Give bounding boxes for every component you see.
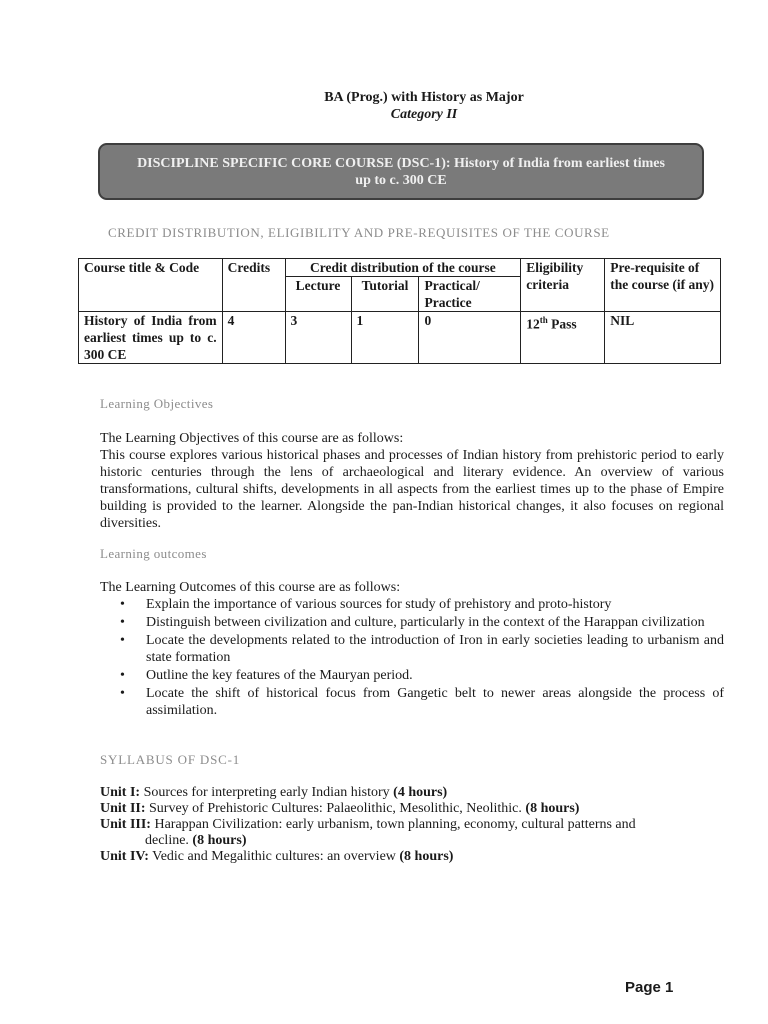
unit-1-text: Sources for interpreting early Indian history — [140, 785, 394, 800]
unit-4-label: Unit IV: — [100, 849, 149, 864]
learning-objectives-heading: Learning Objectives — [100, 396, 214, 411]
unit-1-hours: (4 hours) — [393, 785, 448, 800]
syllabus-units — [100, 785, 724, 865]
eligibility-number: 12 — [526, 316, 540, 332]
course-banner-text: DISCIPLINE SPECIFIC CORE COURSE (DSC-1): History of India from earliest times up to c. 300 CE — [137, 155, 665, 188]
bullet-icon: • — [120, 668, 125, 683]
credit-table — [78, 258, 721, 364]
unit-3-label: Unit III: — [100, 817, 151, 832]
unit-4 — [100, 849, 724, 865]
unit-2-label: Unit II: — [100, 801, 146, 816]
eligibility-pass: Pass — [547, 316, 577, 332]
unit-3 — [100, 817, 724, 849]
list-item — [100, 596, 724, 613]
unit-2 — [100, 801, 724, 817]
bullet-icon: • — [120, 597, 125, 612]
program-title: BA (Prog.) with History as Major — [324, 90, 524, 105]
list-item — [100, 685, 724, 719]
list-item — [100, 667, 724, 684]
bullet-icon: • — [120, 615, 125, 630]
header-eligibility: Eligibility criteria — [521, 259, 605, 312]
unit-4-hours: (8 hours) — [399, 849, 454, 864]
cell-credits: 4 — [222, 312, 285, 364]
header-tutorial: Tutorial — [351, 277, 419, 312]
unit-1-label: Unit I: — [100, 785, 141, 800]
category-title: Category II — [390, 107, 458, 122]
outcome-text: Explain the importance of various sources for study of prehistory and proto-history — [146, 597, 612, 612]
outcome-text: Outline the key features of the Mauryan period. — [146, 668, 413, 683]
cell-tutorial: 1 — [351, 312, 419, 364]
unit-4-text: Vedic and Megalithic cultures: an overview — [148, 849, 400, 864]
syllabus-heading: SYLLABUS OF DSC-1 — [100, 752, 241, 767]
unit-3-text: Harappan Civilization: early urbanism, town planning, economy, cultural patterns and — [150, 817, 636, 832]
outcome-text: Distinguish between civilization and culture, particularly in the context of the Harappan civilization — [146, 615, 705, 630]
cell-lecture: 3 — [285, 312, 351, 364]
unit-2-hours: (8 hours) — [525, 801, 580, 816]
bullet-icon: • — [120, 686, 125, 701]
eligibility-suffix: th — [539, 315, 548, 325]
unit-2-text: Survey of Prehistoric Cultures: Palaeolithic, Mesolithic, Neolithic. — [145, 801, 526, 816]
bullet-icon: • — [120, 633, 125, 648]
learning-objectives-intro: The Learning Objectives of this course are as follows: — [100, 431, 404, 446]
cell-prerequisite: NIL — [605, 312, 721, 364]
table-header-row — [79, 259, 721, 277]
header-credit-distribution: Credit distribution of the course — [285, 259, 521, 277]
learning-objectives-body: This course explores various historical phases and processes of Indian history from prehistoric period to early historic centuries through the lens of archaeological and literary evidence. An overview of various transformations, cultural shifts, developments in all aspects from the earliest times up to the phase of Empire building is provided to the learner. Alongside the pan-Indian historical changes, it also focuses on regional diversities. — [100, 448, 724, 531]
unit-3-hours: (8 hours) — [192, 833, 247, 848]
header-practical: Practical/ Practice — [419, 277, 521, 312]
table-row — [79, 312, 721, 364]
list-item — [100, 632, 724, 666]
header-prerequisite: Pre-requisite of the course (if any) — [605, 259, 721, 312]
cell-practical: 0 — [419, 312, 521, 364]
page-number: Page 1 — [625, 979, 674, 996]
learning-outcomes-heading: Learning outcomes — [100, 546, 207, 561]
header-course-title: Course title & Code — [79, 259, 223, 312]
unit-3-continuation — [100, 833, 724, 849]
learning-outcomes-list — [100, 596, 724, 720]
outcome-text: Locate the shift of historical focus from Gangetic belt to newer areas alongside the process of assimilation. — [146, 686, 724, 718]
cell-course: History of India from earliest times up to c. 300 CE — [79, 312, 223, 364]
header-lecture: Lecture — [285, 277, 351, 312]
credit-section-heading: CREDIT DISTRIBUTION, ELIGIBILITY AND PRE-REQUISITES OF THE COURSE — [108, 225, 610, 240]
unit-1 — [100, 785, 724, 801]
learning-outcomes-intro: The Learning Outcomes of this course are as follows: — [100, 580, 401, 595]
course-banner — [98, 143, 704, 200]
list-item — [100, 614, 724, 631]
outcome-text: Locate the developments related to the introduction of Iron in early societies leading to urbanism and state formation — [146, 633, 724, 665]
header-credits: Credits — [222, 259, 285, 312]
unit-3-text2: decline. — [145, 833, 193, 848]
cell-eligibility — [521, 312, 605, 364]
